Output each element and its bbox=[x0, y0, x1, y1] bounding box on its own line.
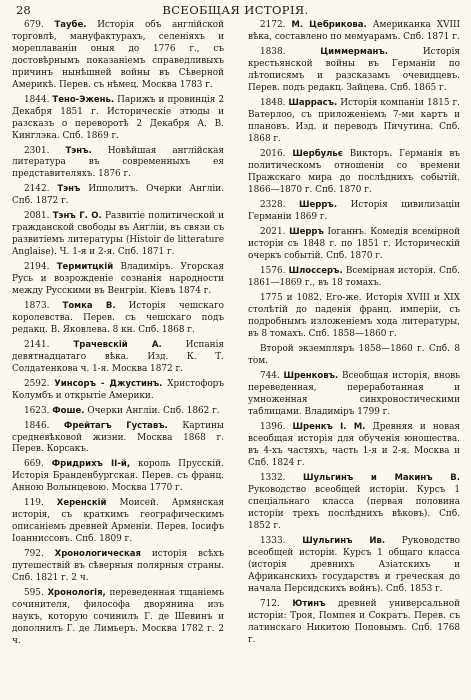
entry-number: 1333. bbox=[260, 536, 286, 547]
entry-author: Тэнъ Г. О. bbox=[52, 211, 102, 222]
entry-author: Фрейтагъ Густавъ. bbox=[63, 420, 168, 431]
right-column bbox=[248, 20, 460, 650]
entry-text: Американка XVIII вѣка, составлено по мемуарамъ. Спб. 1871 г. bbox=[248, 20, 461, 42]
entry-number: 2016. bbox=[260, 149, 286, 160]
entry-author: Херенскій bbox=[56, 498, 107, 509]
entry-text: Исторія компаніи 1815 г. Ватерлоо, съ приложеніемъ 7-ми картъ и плановъ. Изд. и переводъ Пичутина. Спб. 1868 г. bbox=[248, 98, 460, 144]
entry-text: Іоганнъ. Комедія всемірной исторіи съ 1848 г. по 1851 г. Историческій очеркъ событій. Спб. 1870 г. bbox=[248, 227, 460, 262]
entry-number: 2021. bbox=[260, 227, 286, 238]
entry-author: Шерръ. bbox=[299, 200, 338, 211]
entry-text: переведенная тщаніемъ сочинителя, философа дворянина изъ наукъ, которую сочинилъ Г. де Шевинъ и дополнилъ Г. де Лимьеръ. Москва 1782 г. 2 ч. bbox=[12, 587, 225, 646]
catalog-entry bbox=[12, 588, 224, 648]
catalog-entry bbox=[248, 227, 460, 263]
entry-text: Новѣйшая англійская литература въ современныхъ ея представителяхъ. 1876 г. bbox=[12, 145, 224, 180]
catalog-entry bbox=[248, 536, 460, 596]
entry-number: 792. bbox=[24, 549, 44, 560]
entry-text: Исторія объ англійской торговлѣ, мануфактурахъ, селеніяхъ и мореплаваніи оныя до 1776 г., съ достовѣрнымъ показаніемъ справедливыхъ причинъ нынѣшней войны въ Сѣверной Америкѣ. Перев. съ нѣмец. Москва 1783 г. bbox=[12, 20, 225, 90]
catalog-entry bbox=[12, 211, 224, 259]
catalog-entry bbox=[12, 262, 224, 298]
entry-author: М. Цебрикова. bbox=[291, 20, 367, 30]
entry-author: Хронологія, bbox=[47, 587, 106, 598]
entry-text: Древняя и новая всеобщая исторія для обученія юношества. въ 4-хъ частяхъ, часть 1-я и 2-я. Москва и Спб. 1824 г. bbox=[248, 422, 460, 469]
entry-number: 1844. bbox=[24, 94, 50, 105]
catalog-entry bbox=[248, 422, 460, 470]
entry-author: Термитцкій bbox=[56, 262, 114, 273]
entry-text: Его-же. Исторія XVIII и XIX столѣтій до паденія франц. имперіи, съ подробнымъ изложеніемъ хода литературы, въ 8 томахъ. Спб. 1858—1860 г. bbox=[248, 293, 460, 340]
entry-author: Шлоссеръ. bbox=[288, 266, 343, 277]
entry-text: Викторъ. Германія въ политическомъ отношеніи со времени Пражскаго мира до послѣднихъ событій. 1866—1870 г. Спб. 1870 г. bbox=[248, 149, 461, 195]
catalog-entry bbox=[12, 549, 224, 585]
entry-number: 2194. bbox=[24, 262, 50, 273]
entry-text: Христофоръ Колумбъ и открытіе Америки. bbox=[12, 378, 224, 401]
entry-text: Руководство всеобщей исторіи. Курсъ 1 спеціальнаго класса (первая половина исторіи трехъ послѣднихъ вѣковъ). Спб. 1852 г. bbox=[248, 485, 460, 532]
catalog-entry bbox=[12, 379, 224, 403]
catalog-entry bbox=[248, 20, 460, 44]
catalog-entry bbox=[248, 266, 460, 290]
entry-number: 712. bbox=[260, 599, 280, 610]
entry-author: Шренковъ. bbox=[283, 371, 339, 382]
entry-text: Очерки Англіи. Спб. 1862 г. bbox=[87, 405, 220, 416]
entry-author: Тэнъ bbox=[57, 184, 81, 195]
entry-text: Испанія девятнадцатаго вѣка. Изд. К. Т. Солдатенкова ч. 1-я. Москва 1872 г. bbox=[12, 339, 225, 374]
entry-number: 2592. bbox=[24, 378, 50, 389]
catalog-entry bbox=[248, 98, 460, 146]
entry-author: Шербульє bbox=[292, 149, 343, 160]
entry-text: древней универсальной исторіи: Троя, Помпея и Сократъ. Перев. съ латинскаго Никитою Поповымъ. Спб. 1768 г. bbox=[248, 599, 460, 646]
entry-number: 1396. bbox=[260, 422, 286, 433]
catalog-entry bbox=[248, 200, 460, 224]
entry-number: 2141. bbox=[24, 339, 50, 350]
entry-number: 1848. bbox=[260, 98, 286, 109]
entry-author: Ютинъ bbox=[292, 599, 326, 610]
entry-text: Владиміръ. Угорская Русь и возрожденіе сознанія народности между Русскими въ Венгріи. Кіевъ 1874 г. bbox=[12, 262, 224, 297]
page-number: 28 bbox=[16, 3, 31, 17]
entry-text: Исторія крестьянской войны въ Германіи по лѣтописямъ и разсказамъ очевидцевъ. Перев. подъ редакц. Зайцева. Спб. 1865 г. bbox=[248, 47, 460, 93]
entry-text: Моисей. Армянская исторія, съ краткимъ географическимъ описаніемъ древней Арменіи. Перев. Іосифъ Іоанниссовъ. Спб. 1809 г. bbox=[12, 498, 225, 545]
entry-text: Всемірная исторія. Спб. 1861—1869 г., въ 18 томахъ. bbox=[248, 266, 460, 289]
entry-text: Руководство всеобщей исторіи. Курсъ 1 общаго класса (исторія древнихъ Азіатскихъ и Африканскихъ государствъ и греческая до начала Персидскихъ войнъ). Спб. 1853 г. bbox=[248, 536, 460, 595]
catalog-entry bbox=[12, 184, 224, 208]
entry-author: Шаррасъ. bbox=[288, 98, 338, 109]
entry-text: Исторія цивилизаціи Германіи 1869 г. bbox=[248, 200, 460, 223]
entry-number: 2301. bbox=[24, 145, 50, 156]
entry-text: Развитіе политической и гражданской свободы въ Англіи, въ связи съ развитіемъ литературы (Histoir de litterature Anglaise). Ч. 1-я и 2-я. Спб. 1871 г. bbox=[12, 211, 225, 258]
entry-text: исторія всѣхъ путешествій въ сѣверныя полярныя страны. Спб. 1821 г. 2 ч. bbox=[12, 549, 224, 583]
entry-number: 1775 и 1082. bbox=[260, 293, 322, 304]
entry-author: Трачевскій А. bbox=[73, 339, 162, 350]
entry-number: 679. bbox=[24, 20, 44, 30]
page-title: ВСЕОБЩАЯ ИСТОРІЯ. bbox=[162, 3, 309, 17]
catalog-entry bbox=[248, 149, 460, 197]
entry-author: Хронологическая bbox=[54, 549, 141, 560]
entry-text: Картины средневѣковой жизни. Москва 1868 г. Перев. Корсакъ. bbox=[12, 420, 224, 455]
entry-author: Тэнъ. bbox=[65, 145, 92, 156]
catalog-entry bbox=[248, 473, 460, 533]
catalog-entry bbox=[12, 95, 224, 143]
entry-text: Исторія чешскаго королевства. Перев. съ чешскаго подъ редакц. В. Яковлева. 8 кн. Спб. 1868 г. bbox=[12, 300, 224, 335]
catalog-entry bbox=[12, 421, 224, 457]
catalog-entry bbox=[248, 371, 460, 419]
catalog-entry bbox=[12, 340, 224, 376]
entry-author: Тено-Эжень. bbox=[52, 94, 115, 105]
entry-number: 595. bbox=[24, 587, 44, 598]
catalog-entry bbox=[248, 599, 460, 647]
entry-text: Всеобщая исторія, вновь переведенная, переработанная и умноженная синхроностическими таблицами. Владиміръ 1799 г. bbox=[248, 371, 460, 418]
entry-number: 1838. bbox=[260, 47, 286, 58]
entry-author: Уинсоръ - Джустинъ. bbox=[54, 378, 163, 389]
catalog-entry bbox=[248, 47, 460, 95]
catalog-entry bbox=[12, 146, 224, 182]
entry-number: 1576. bbox=[260, 266, 286, 277]
catalog-entry bbox=[12, 498, 224, 546]
entry-number: 2328. bbox=[260, 200, 286, 211]
catalog-entry bbox=[248, 344, 460, 368]
catalog-entry bbox=[248, 293, 460, 341]
entry-number: 1332. bbox=[260, 473, 286, 484]
entry-number: 1873. bbox=[24, 300, 50, 311]
entry-text: Парижъ и провинція 2 Декабря 1851 г. Историческіе этюды и разсказъ о переворотѣ 2 Декабря А. В. Кинглэка. Спб. 1869 г. bbox=[12, 94, 224, 141]
entry-author: Фридрихъ II-й, bbox=[51, 459, 131, 470]
left-column bbox=[12, 20, 224, 651]
entry-number: 2081. bbox=[24, 211, 50, 222]
entry-number: 669. bbox=[24, 459, 44, 470]
entry-number: 2142. bbox=[24, 184, 50, 195]
entry-author: Шульгинъ Ив. bbox=[302, 536, 386, 547]
entry-number: 2172. bbox=[260, 20, 286, 30]
entry-author: Циммерманъ. bbox=[320, 47, 389, 58]
entry-number: 1846. bbox=[24, 420, 50, 431]
entry-number: 119. bbox=[24, 498, 44, 509]
entry-author: Шерръ bbox=[289, 227, 324, 238]
entry-text: Второй экземпляръ 1858—1860 г. Спб. 8 том. bbox=[248, 344, 460, 367]
catalog-entry bbox=[12, 406, 224, 418]
entry-author: Фоше. bbox=[52, 405, 85, 416]
catalog-entry bbox=[12, 20, 224, 92]
entry-number: 744. bbox=[260, 371, 280, 382]
entry-number: 1623. bbox=[24, 405, 50, 416]
catalog-entry bbox=[12, 459, 224, 495]
catalog-entry bbox=[12, 301, 224, 337]
entry-author: Томка В. bbox=[62, 300, 116, 311]
entry-author: Шульгинъ и Макинъ В. bbox=[302, 473, 460, 484]
entry-author: Шренкъ I. М. bbox=[292, 422, 366, 433]
entry-text: Ипполитъ. Очерки Англіи. Спб. 1872 г. bbox=[12, 184, 225, 207]
entry-text: король Прусскій. Исторія Бранденбургская. Перев. съ франц. Аннoю Волынцевою. Москва 1770 г. bbox=[12, 459, 224, 494]
entry-author: Таубе. bbox=[54, 20, 87, 30]
